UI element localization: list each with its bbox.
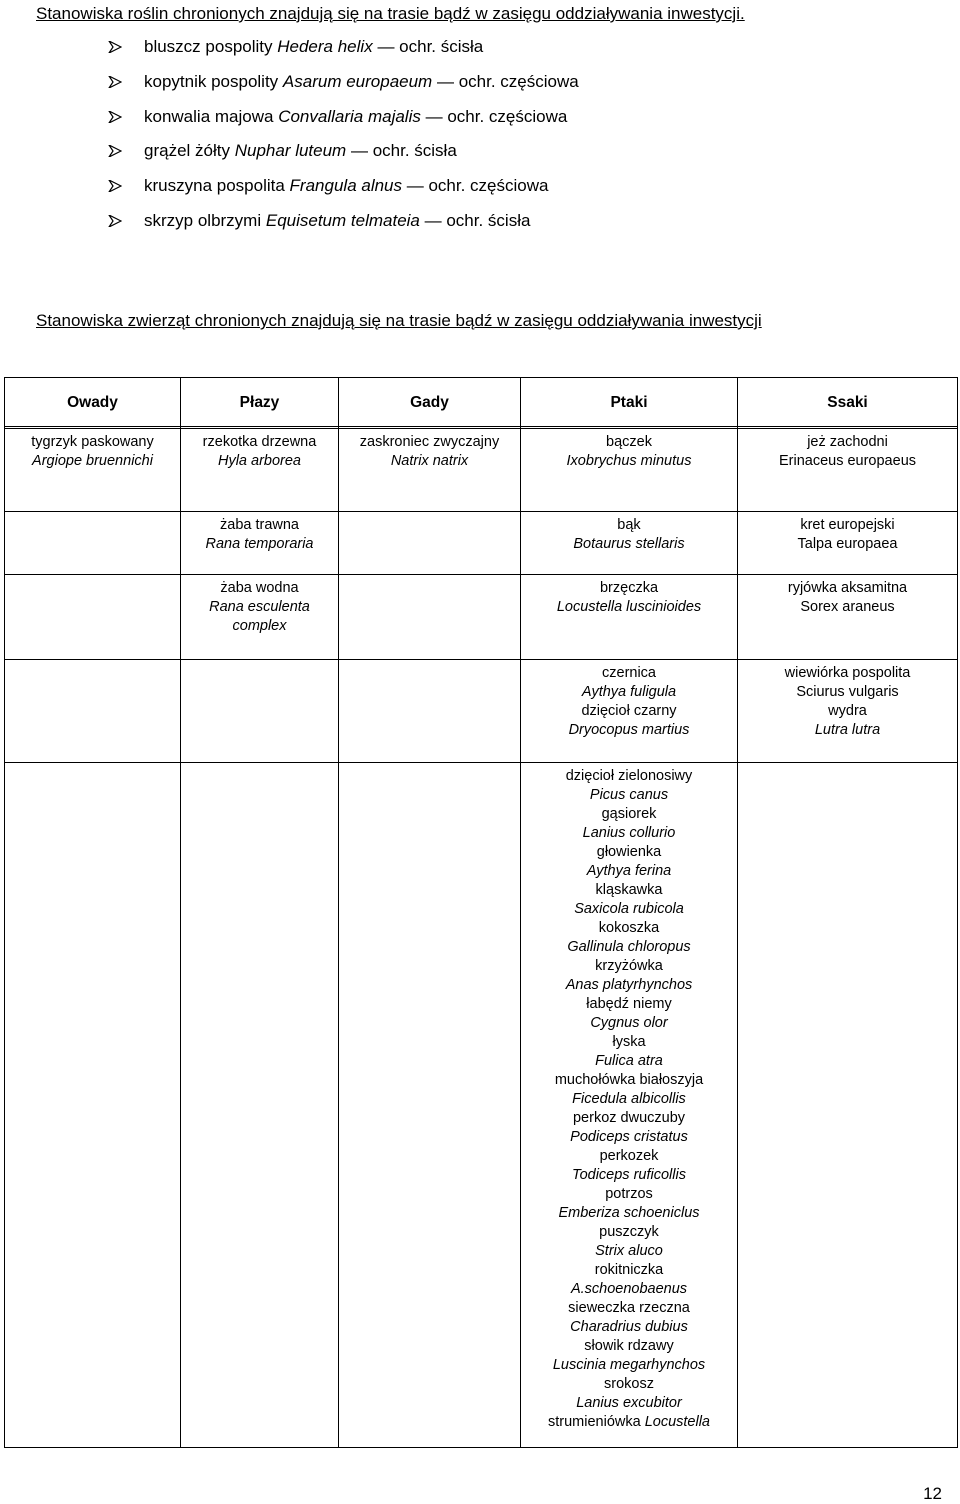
species-latin-name: Rana esculenta complex [209, 599, 310, 634]
species-latin-name: Natrix natrix [390, 453, 469, 469]
table-cell-ssaki [738, 763, 958, 1448]
species-latin-name: Lanius collurio [582, 825, 676, 841]
animals-table-body [5, 427, 958, 1448]
table-cell-ssaki [738, 512, 958, 575]
plant-common-name: kruszyna pospolita [144, 176, 285, 196]
species-entry [742, 433, 953, 471]
plant-protection-status: — ochr. ścisła [424, 210, 531, 230]
species-common-name: dzięcioł czarny [581, 703, 677, 719]
species-latin-name: Ficedula albicollis [572, 1091, 686, 1107]
species-latin-name: Emberiza schoeniclus [558, 1205, 700, 1221]
plant-common-name: kopytnik pospolity [144, 71, 279, 91]
plant-common-name: grążel żółty [144, 141, 230, 161]
plant-common-name: konwalia majowa [144, 106, 274, 126]
species-entry [525, 579, 733, 617]
species-latin-name: Lutra lutra [814, 722, 881, 738]
species-latin-name: Anas platyrhynchos [565, 977, 693, 993]
table-cell-gady [339, 512, 521, 575]
plant-list-item [108, 106, 579, 141]
species-entry [525, 881, 733, 919]
species-common-name: rokitniczka [594, 1262, 664, 1278]
plant-protection-status: — ochr. ścisła [377, 37, 484, 56]
plant-latin-name: Nuphar luteum [234, 141, 347, 161]
arrow-bullet-icon [108, 145, 122, 157]
species-entry [185, 579, 334, 636]
plant-list-item [108, 210, 579, 245]
plants-heading: Stanowiska roślin chronionych znajdują się na trasie bądź w zasięgu oddziaływania inwestycji. [36, 4, 745, 23]
plant-protection-status: — ochr. ścisła [350, 141, 457, 161]
species-common-name: słowik rdzawy [584, 1338, 674, 1354]
animals-table [4, 377, 958, 1448]
species-latin-name: Dryocopus martius [568, 722, 690, 738]
species-common-name: czernica [602, 665, 656, 681]
table-header-row [5, 378, 958, 427]
table-row [5, 660, 958, 763]
species-entry [525, 995, 733, 1033]
column-header-ssaki: Ssaki [738, 378, 958, 427]
table-cell-ptaki [521, 512, 738, 575]
species-common-name: łabędź niemy [586, 996, 672, 1012]
species-entry [525, 1413, 733, 1432]
species-latin-name: Aythya fuligula [581, 684, 677, 700]
species-latin-name: Cygnus olor [590, 1015, 668, 1031]
species-latin-name: Aythya ferina [586, 863, 672, 879]
species-entry [525, 1147, 733, 1185]
table-row [5, 512, 958, 575]
species-entry [525, 1109, 733, 1147]
table-cell-plazy [181, 512, 339, 575]
species-common-name: wydra [828, 703, 867, 719]
species-common-name: bąk [617, 517, 641, 533]
species-latin-name: Gallinula chloropus [567, 939, 691, 955]
species-entry [525, 1033, 733, 1071]
table-cell-plazy [181, 660, 339, 763]
animals-heading: Stanowiska zwierząt chronionych znajdują się na trasie bądź w zasięgu oddziaływania inwestycji [36, 311, 762, 330]
species-entry [525, 664, 733, 702]
plant-list-item [108, 71, 579, 106]
species-common-name: kret europejski [800, 517, 895, 533]
species-common-name: zaskroniec zwyczajny [359, 434, 500, 450]
species-common-name: kląskawka [595, 882, 663, 898]
species-latin-name: Sorex araneus [800, 599, 895, 615]
table-cell-ptaki [521, 575, 738, 660]
species-entry [185, 516, 334, 554]
species-common-name: żaba trawna [220, 517, 299, 533]
plant-list-item [108, 175, 579, 210]
species-latin-name: Erinaceus europaeus [778, 453, 917, 469]
species-common-name: tygrzyk paskowany [31, 434, 154, 450]
table-cell-ptaki [521, 660, 738, 763]
species-entry [525, 843, 733, 881]
table-cell-ssaki [738, 575, 958, 660]
plant-list-item [108, 36, 579, 71]
species-latin-name: Botaurus stellaris [573, 536, 685, 552]
species-common-name: muchołówka białoszyja [554, 1072, 704, 1088]
table-cell-ptaki [521, 763, 738, 1448]
plant-latin-name: Hedera helix [277, 37, 373, 56]
species-entry [525, 516, 733, 554]
species-entry [343, 433, 516, 471]
species-latin-name: Argiope bruennichi [32, 453, 153, 469]
arrow-bullet-icon [108, 180, 122, 192]
table-cell-owady [5, 763, 181, 1448]
species-entry [525, 767, 733, 805]
species-entry [525, 1185, 733, 1223]
plant-latin-name: Frangula alnus [289, 176, 403, 196]
species-common-name: łyska [612, 1034, 646, 1050]
plant-latin-name: Equisetum telmateia [265, 210, 420, 230]
species-entry [525, 957, 733, 995]
species-entry [525, 805, 733, 843]
plant-latin-name: Convallaria majalis [278, 106, 421, 126]
plant-protection-status: — ochr. częściowa [436, 71, 579, 91]
table-cell-gady [339, 763, 521, 1448]
species-latin-name: A.schoenobaenus [570, 1281, 688, 1297]
species-entry [9, 433, 176, 471]
species-latin-name: Ixobrychus minutus [566, 453, 692, 469]
species-latin-name: Lanius excubitor [576, 1395, 682, 1411]
species-entry [742, 579, 953, 617]
table-cell-ptaki [521, 429, 738, 512]
species-common-name: głowienka [596, 844, 662, 860]
table-row [5, 575, 958, 660]
table-row [5, 429, 958, 512]
arrow-bullet-icon [108, 215, 122, 227]
species-latin-name: Fulica atra [595, 1053, 663, 1069]
species-common-name: ryjówka aksamitna [787, 580, 908, 596]
arrow-bullet-icon [108, 76, 122, 88]
plant-latin-name: Asarum europaeum [282, 71, 433, 91]
plant-list [108, 36, 579, 245]
table-cell-owady [5, 660, 181, 763]
species-common-name: krzyżówka [595, 958, 663, 974]
species-latin-name: Rana temporaria [205, 536, 314, 552]
species-entry [525, 1299, 733, 1337]
column-header-plazy: Płazy [181, 378, 339, 427]
species-common-name: wiewiórka pospolita [784, 665, 911, 681]
species-entry [525, 1337, 733, 1375]
table-cell-ssaki [738, 660, 958, 763]
species-entry [525, 702, 733, 740]
species-common-name: srokosz [604, 1376, 654, 1392]
plant-common-name: skrzyp olbrzymi [144, 210, 262, 230]
species-entry [742, 664, 953, 702]
species-latin-name: Hyla arborea [217, 453, 301, 469]
table-cell-plazy [181, 763, 339, 1448]
species-entry [742, 702, 953, 740]
species-common-name: brzęczka [599, 580, 659, 596]
table-cell-owady [5, 512, 181, 575]
species-latin-name: Sciurus vulgaris [796, 684, 899, 700]
species-latin-name: Saxicola rubicola [574, 901, 684, 917]
species-latin-name: Locustella luscinioides [556, 599, 702, 615]
species-entry [185, 433, 334, 471]
table-row [5, 763, 958, 1448]
species-common-name: żaba wodna [220, 580, 299, 596]
table-cell-gady [339, 660, 521, 763]
arrow-bullet-icon [108, 111, 122, 123]
table-cell-plazy [181, 429, 339, 512]
species-latin-name: Talpa europaea [797, 536, 898, 552]
column-header-ptaki: Ptaki [521, 378, 738, 427]
species-entry [525, 1261, 733, 1299]
plant-protection-status: — ochr. częściowa [425, 106, 568, 126]
species-common-name: kokoszka [598, 920, 660, 936]
arrow-bullet-icon [108, 41, 122, 53]
species-common-name: perkozek [599, 1148, 659, 1164]
species-entry [742, 516, 953, 554]
species-common-name: sieweczka rzeczna [568, 1300, 690, 1316]
species-common-name: bączek [606, 434, 652, 450]
species-common-name: dzięcioł zielonosiwy [565, 768, 693, 784]
species-common-name: perkoz dwuczuby [572, 1110, 686, 1126]
species-common-name: jeż zachodni [807, 434, 888, 450]
table-cell-plazy [181, 575, 339, 660]
table-cell-gady [339, 429, 521, 512]
plant-protection-status: — ochr. częściowa [406, 176, 549, 196]
species-latin-name: Picus canus [589, 787, 669, 803]
species-latin-name: Charadrius dubius [570, 1319, 688, 1335]
species-entry [525, 1375, 733, 1413]
page-number: 12 [923, 1484, 942, 1503]
species-latin-name: Todiceps ruficollis [572, 1167, 686, 1183]
table-cell-ssaki [738, 429, 958, 512]
species-latin-name: Strix aluco [595, 1243, 663, 1259]
species-common-name: rzekotka drzewna [202, 434, 317, 450]
species-common-name: puszczyk [599, 1224, 659, 1240]
table-cell-gady [339, 575, 521, 660]
species-latin-name: Locustella [644, 1414, 710, 1430]
plant-list-item [108, 140, 579, 175]
species-entry [525, 1223, 733, 1261]
column-header-owady: Owady [5, 378, 181, 427]
species-common-name: gąsiorek [601, 806, 657, 822]
species-common-name: potrzos [605, 1186, 653, 1202]
species-entry [525, 919, 733, 957]
table-cell-owady [5, 429, 181, 512]
species-latin-name: Luscinia megarhynchos [552, 1357, 706, 1373]
species-entry [525, 1071, 733, 1109]
table-cell-owady [5, 575, 181, 660]
species-entry [525, 433, 733, 471]
column-header-gady: Gady [339, 378, 521, 427]
plant-common-name: bluszcz pospolity [144, 37, 273, 56]
species-latin-name: Podiceps cristatus [570, 1129, 688, 1145]
species-common-name: strumieniówka [548, 1414, 641, 1430]
